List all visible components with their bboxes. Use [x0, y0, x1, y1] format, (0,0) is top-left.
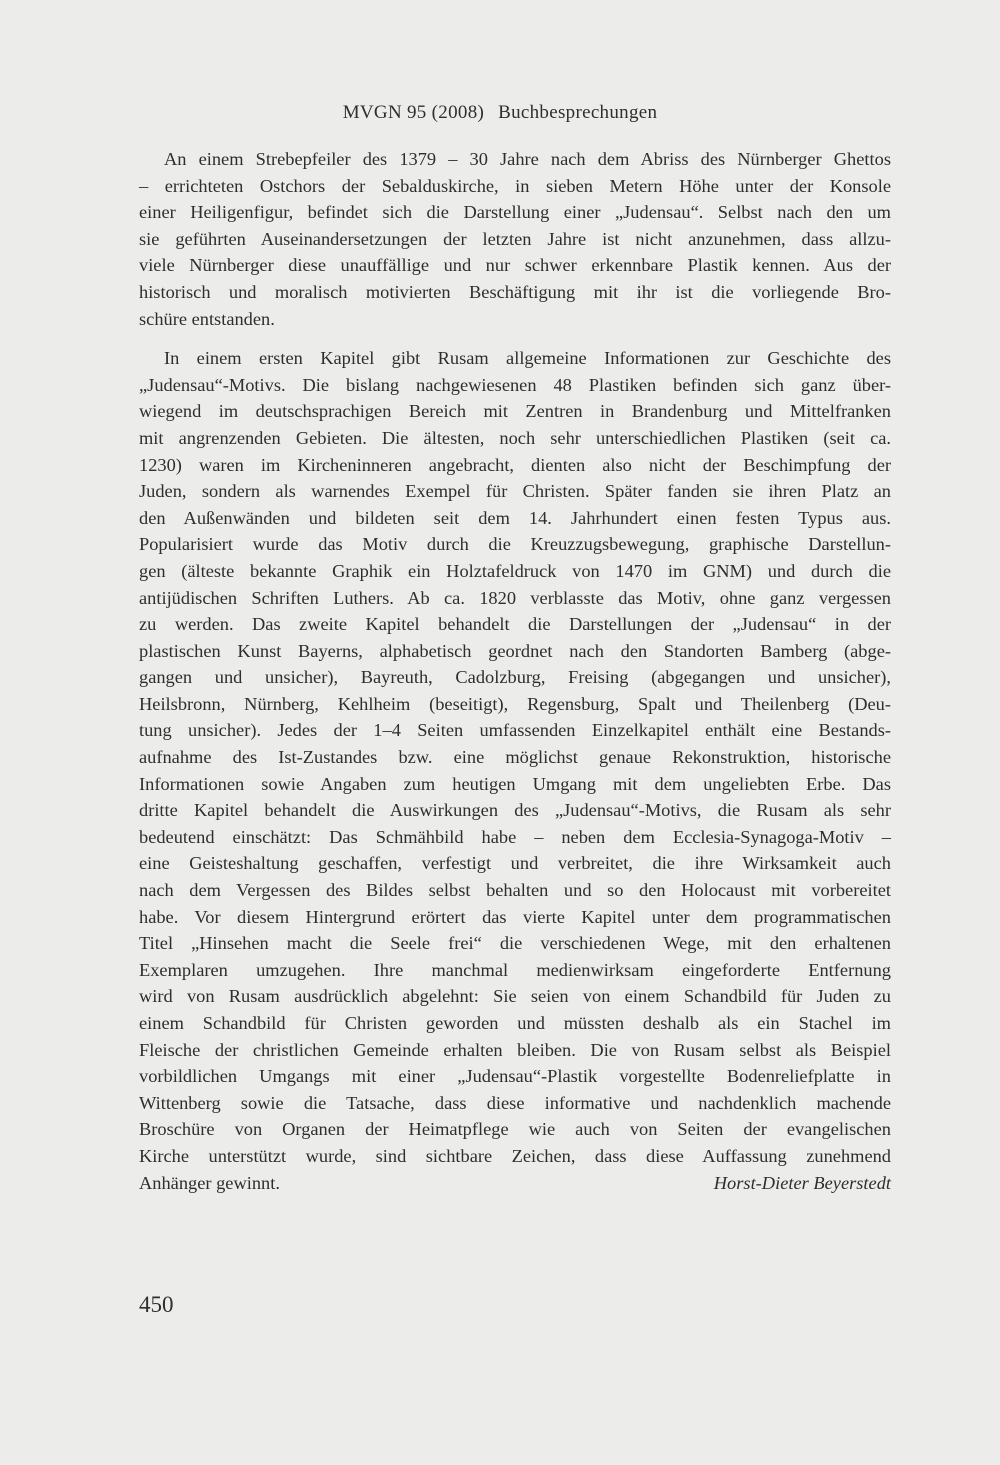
text-line: Exemplaren umzugehen. Ihre manchmal medienwirksam eingeforderte Entfernung	[139, 959, 891, 980]
review-text	[139, 146, 891, 1196]
paragraph-1	[139, 146, 891, 332]
text-line: sie geführten Auseinandersetzungen der letzten Jahre ist nicht anzunehmen, dass allzu-	[139, 228, 891, 249]
text-line: Juden, sondern als warnendes Exempel für Christen. Später fanden sie ihren Platz an	[139, 481, 891, 502]
text-line: dritte Kapitel behandelt die Auswirkungen des „Judensau“-Motivs, die Rusam als sehr	[139, 800, 891, 821]
journal-reference: MVGN 95 (2008)	[342, 102, 485, 123]
section-title: Buchbesprechungen	[498, 102, 658, 123]
text-line: wiegend im deutschsprachigen Bereich mit Zentren in Brandenburg und Mittelfranken	[139, 401, 891, 422]
text-line: zu werden. Das zweite Kapitel behandelt die Darstellungen der „Judensau“ in der	[139, 614, 891, 635]
text-line: „Judensau“-Motivs. Die bislang nachgewiesenen 48 Plastiken befinden sich ganz über-	[139, 374, 891, 395]
text-line: Heilsbronn, Nürnberg, Kehlheim (beseitigt), Regensburg, Spalt und Theilenberg (Deu-	[139, 693, 891, 714]
text-line: wird von Rusam ausdrücklich abgelehnt: Sie seien von einem Schandbild für Juden zu	[139, 986, 891, 1007]
final-text: Anhänger gewinnt.	[139, 1172, 280, 1193]
text-line: In einem ersten Kapitel gibt Rusam allgemeine Informationen zur Geschichte des	[164, 348, 891, 369]
paragraph-2	[139, 345, 891, 1196]
text-line: An einem Strebepfeiler des 1379 – 30 Jahre nach dem Abriss des Nürnberger Ghettos	[164, 149, 891, 169]
text-line: gen (älteste bekannte Graphik ein Holztafeldruck von 1470 im GNM) und durch die	[139, 560, 891, 581]
text-line: habe. Vor diesem Hintergrund erörtert das vierte Kapitel unter dem programmatischen	[139, 906, 891, 927]
text-line: gangen und unsicher), Bayreuth, Cadolzburg, Freising (abgegangen und unsicher),	[139, 667, 891, 688]
text-line: Popularisiert wurde das Motiv durch die Kreuzzugsbewegung, graphische Darstellun-	[139, 534, 891, 555]
text-line: eine Geisteshaltung geschaffen, verfestigt und verbreitet, die ihre Wirksamkeit auch	[139, 853, 891, 874]
text-line: Titel „Hinsehen macht die Seele frei“ die verschiedenen Wege, mit den erhaltenen	[139, 933, 891, 954]
text-line: den Außenwänden und bildeten seit dem 14. Jahrhundert einen festen Typus aus.	[139, 507, 891, 528]
text-line: Informationen sowie Angaben zum heutigen Umgang mit dem ungeliebten Erbe. Das	[139, 773, 891, 794]
text-line: aufnahme des Ist-Zustandes bzw. eine möglichst genaue Rekonstruktion, historische	[139, 747, 891, 768]
text-line: tung unsicher). Jedes der 1–4 Seiten umfassenden Einzelkapitel enthält eine Bestands-	[139, 720, 891, 741]
running-head	[0, 100, 1000, 126]
reviewer-signature: Horst-Dieter Beyerstedt	[713, 1172, 891, 1193]
closing-line	[139, 1170, 891, 1197]
page-number: 450	[139, 1292, 174, 1317]
text-line: 1230) waren im Kircheninneren angebracht, dienten also nicht der Beschimpfung der	[139, 454, 891, 475]
text-line: Kirche unterstützt wurde, sind sichtbare Zeichen, dass diese Auffassung zunehmend	[139, 1145, 891, 1166]
text-line: – errichteten Ostchors der Sebalduskirche, in sieben Metern Höhe unter der Konsole	[139, 175, 891, 196]
text-line: plastischen Kunst Bayerns, alphabetisch geordnet nach den Standorten Bamberg (abge-	[139, 640, 891, 661]
text-line: antijüdischen Schriften Luthers. Ab ca. 1820 verblasste das Motiv, ohne ganz vergessen	[139, 587, 891, 608]
text-line: Wittenberg sowie die Tatsache, dass diese informative und nachdenklich machende	[139, 1092, 891, 1113]
text-line: Broschüre von Organen der Heimatpflege wie auch von Seiten der evangelischen	[139, 1119, 891, 1140]
text-line: einem Schandbild für Christen geworden und müssten deshalb als ein Stachel im	[139, 1013, 891, 1033]
text-line: einer Heiligenfigur, befindet sich die Darstellung einer „Judensau“. Selbst nach den um	[139, 202, 891, 223]
text-line: Fleische der christlichen Gemeinde erhalten bleiben. Die von Rusam selbst als Beispiel	[139, 1039, 891, 1060]
text-line: schüre entstanden.	[139, 308, 275, 329]
text-line: viele Nürnberger diese unauffällige und nur schwer erkennbare Plastik kennen. Aus der	[139, 255, 891, 276]
text-line: vorbildlichen Umgangs mit einer „Judensau“-Plastik vorgestellte Bodenreliefplatte in	[139, 1066, 891, 1087]
text-line: mit angrenzenden Gebieten. Die ältesten, noch sehr unterschiedlichen Plastiken (seit ca.	[139, 427, 891, 448]
text-line: historisch und moralisch motivierten Beschäftigung mit ihr ist die vorliegende Bro-	[139, 281, 891, 302]
text-line: nach dem Vergessen des Bildes selbst behalten und so den Holocaust mit vorbereitet	[139, 880, 891, 901]
text-line: bedeutend einschätzt: Das Schmähbild habe – neben dem Ecclesia-Synagoga-Motiv –	[139, 826, 891, 847]
